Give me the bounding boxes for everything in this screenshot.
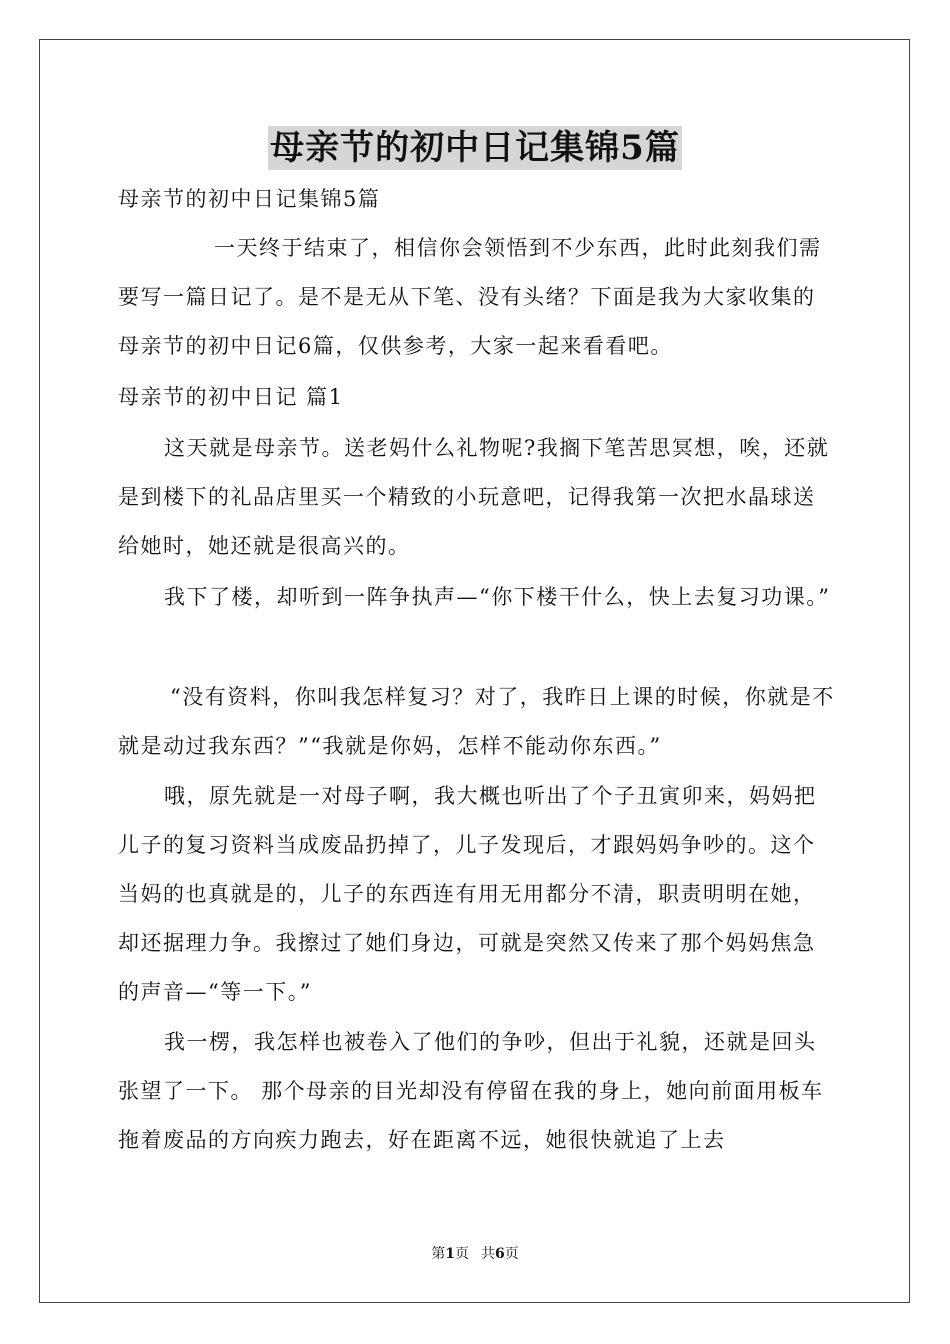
document-title: 母亲节的初中日记集锦5篇 (270, 128, 680, 168)
body-paragraph-3: “没有资料，你叫我怎样复习？对了，我昨日上课的时候，你就是不就是动过我东西？”“我就是你妈，怎样不能动你东西。” (118, 685, 835, 758)
title-container (0, 126, 950, 170)
body-paragraph-5: 我一楞，我怎样也被卷入了他们的争吵，但出于礼貌，还就是回头张望了一下。 那个母亲的目光却没有停留在我的身上，她向前面用板车拖着废品的方向疾力跑去，好在距离不远，她很快就追了上去 (118, 1030, 824, 1152)
intro-paragraph: 一天终于结束了，相信你会领悟到不少东西，此时此刻我们需要写一篇日记了。是不是无从下笔、没有头绪？下面是我为大家收集的母亲节的初中日记6篇，仅供参考，大家一起来看看吧。 (118, 236, 822, 358)
footer-total-pages: 6 (495, 1246, 505, 1262)
body-paragraph-1: 这天就是母亲节。送老妈什么礼物呢?我搁下笔苦思冥想，唉，还就是到楼下的礼品店里买一个精致的小玩意吧，记得我第一次把水晶球送给她时，她还就是很高兴的。 (118, 436, 830, 558)
document-subtitle: 母亲节的初中日记集锦5篇 (118, 187, 381, 211)
footer-total-prefix: 共 (481, 1246, 495, 1262)
footer-page-suffix: 页 (455, 1246, 469, 1262)
page-footer (0, 1245, 950, 1263)
footer-total-suffix: 页 (504, 1246, 519, 1262)
footer-page-number: 1 (445, 1246, 455, 1262)
body-paragraph-4: 哦，原先就是一对母子啊，我大概也听出了个子丑寅卯来，妈妈把儿子的复习资料当成废品扔掉了，儿子发现后，才跟妈妈争吵的。这个当妈的也真就是的，儿子的东西连有用无用都分不清，职责明明在她，却还据理力争。我擦过了她们身边，可就是突然又传来了那个妈妈焦急的声音—“等一下。” (118, 784, 817, 1004)
body-paragraph-2: 我下了楼，却听到一阵争执声—“你下楼干什么，快上去复习功课。” (164, 585, 831, 609)
section-heading: 母亲节的初中日记 篇1 (118, 385, 344, 409)
footer-page-prefix: 第 (431, 1246, 446, 1262)
